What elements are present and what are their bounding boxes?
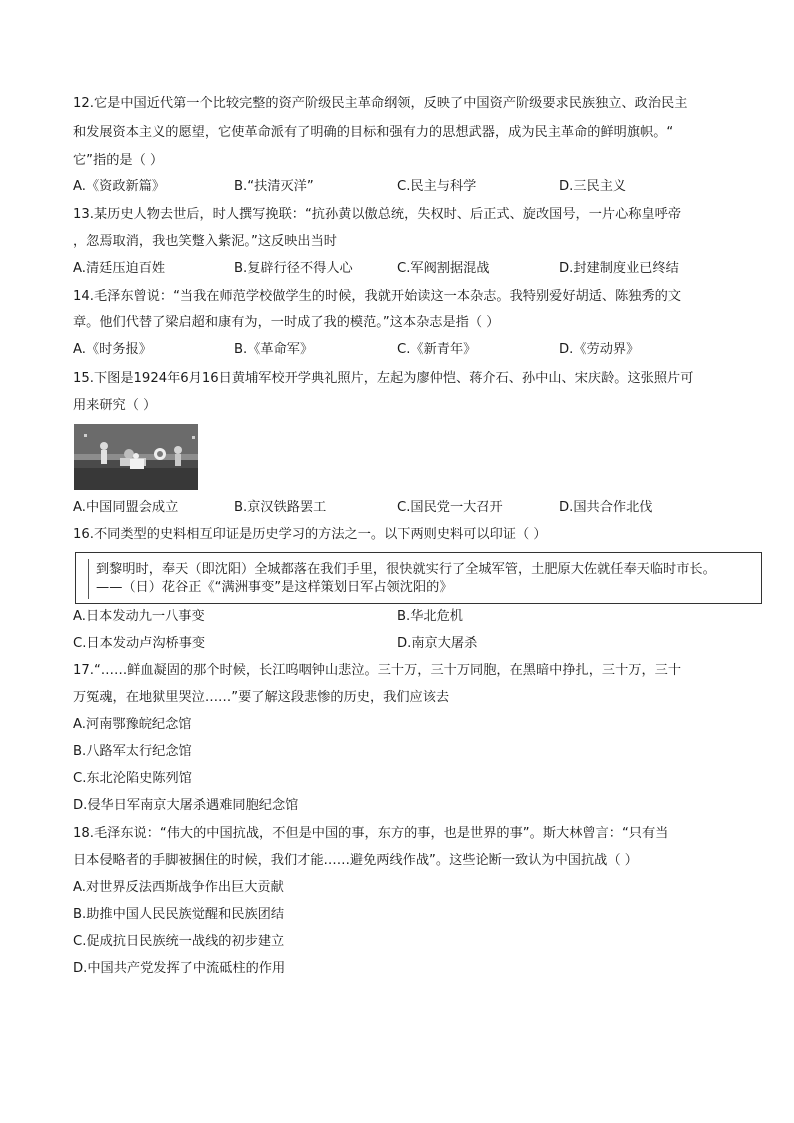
- q18-option-b[interactable]: B.助推中国人民民族觉醒和民族团结: [73, 907, 285, 922]
- q15-stem-line-1: 15.下图是1924年6月16日黄埔军校开学典礼照片，左起为廖仲恺、蒋介石、孙中山、宋庆龄。这张照片可: [73, 371, 694, 386]
- quote-bar: [88, 559, 89, 599]
- q15-stem-line-2: 用来研究（ ）: [73, 398, 157, 413]
- q14-stem-line-1: 14.毛泽东曾说：“当我在师范学校做学生的时候，我就开始读这一本杂志。我特别爱好胡适、陈独秀的文: [73, 289, 682, 304]
- q13-options: [73, 260, 723, 278]
- q18-option-a[interactable]: A.对世界反法西斯战争作出巨大贡献: [73, 880, 284, 895]
- q16-option-a[interactable]: A.日本发动九一八事变: [73, 609, 205, 624]
- q15-option-a[interactable]: A.中国同盟会成立: [73, 500, 179, 515]
- q12-stem-line-2: 和发展资本主义的愿望，它使革命派有了明确的目标和强有力的思想武器，成为民主革命的鲜明旗帜。“: [73, 125, 674, 140]
- q16-options-row-2: [73, 635, 723, 653]
- q17-option-c[interactable]: C.东北沦陷史陈列馆: [73, 771, 192, 786]
- q17-option-a[interactable]: A.河南鄂豫皖纪念馆: [73, 717, 192, 732]
- q17-option-b[interactable]: B.八路军太行纪念馆: [73, 744, 192, 759]
- q12-option-a[interactable]: A.《资政新篇》: [73, 179, 166, 194]
- q14-option-c[interactable]: C.《新青年》: [397, 342, 477, 357]
- q14-option-b[interactable]: B.《革命军》: [234, 342, 314, 357]
- q15-option-d[interactable]: D.国共合作北伐: [559, 500, 653, 515]
- q14-stem-line-2: 章。他们代替了梁启超和康有为，一时成了我的模范。”这本杂志是指（ ）: [73, 315, 500, 330]
- q16-options-row-1: [73, 608, 723, 626]
- q13-stem-line-1: 13.某历史人物去世后，时人撰写挽联：“抗孙黄以傲总统，失权时、后正式、旋改国号，一片心称皇呼帝: [73, 207, 682, 222]
- q14-options: [73, 341, 723, 359]
- q13-option-a[interactable]: A.清廷压迫百姓: [73, 261, 166, 276]
- q15-option-c[interactable]: C.国民党一大召开: [397, 500, 503, 515]
- q16-option-c[interactable]: C.日本发动卢沟桥事变: [73, 636, 206, 651]
- q16-stem-line-1: 16.不同类型的史料相互印证是历史学习的方法之一。以下两则史料可以印证（ ）: [73, 527, 547, 542]
- q12-stem-line-1: 12.它是中国近代第一个比较完整的资产阶级民主革命纲领，反映了中国资产阶级要求民族独立、政治民主: [73, 96, 688, 111]
- q16-option-d[interactable]: D.南京大屠杀: [397, 636, 478, 651]
- q16-quote-text: 到黎明时，奉天（即沈阳）全城都落在我们手里，很快就实行了全城军管，土肥原大佐就任奉天临时市长。: [96, 562, 716, 577]
- q17-stem-line-2: 万冤魂，在地狱里哭泣……”要了解这段悲惨的历史，我们应该去: [73, 690, 450, 705]
- huangpu-ceremony-photo: [74, 424, 198, 490]
- q16-option-b[interactable]: B.华北危机: [397, 609, 463, 624]
- q14-option-d[interactable]: D.《劳动界》: [559, 342, 640, 357]
- q15-option-b[interactable]: B.京汉铁路罢工: [234, 500, 327, 515]
- q18-stem-line-1: 18.毛泽东说：“伟大的中国抗战，不但是中国的事，东方的事，也是世界的事”。斯大林曾言：“只有当: [73, 826, 669, 841]
- q18-option-d[interactable]: D.中国共产党发挥了中流砥柱的作用: [73, 961, 286, 976]
- q13-stem-line-2: ，忽焉取消，我也笑蹩入紫泥。”这反映出当时: [73, 234, 337, 249]
- q13-option-d[interactable]: D.封建制度业已终结: [559, 261, 679, 276]
- q13-option-b[interactable]: B.复辟行径不得人心: [234, 261, 353, 276]
- q13-option-c[interactable]: C.军阀割据混战: [397, 261, 490, 276]
- q12-options: [73, 178, 723, 196]
- q17-stem-line-1: 17.“……鲜血凝固的那个时候，长江呜咽钟山悲泣。三十万，三十万同胞，在黑暗中挣扎，三十万，三十: [73, 663, 682, 678]
- q15-options: [73, 499, 723, 517]
- q14-option-a[interactable]: A.《时务报》: [73, 342, 152, 357]
- q16-source-quote-box: [75, 552, 762, 604]
- q12-stem-line-3: 它”指的是（ ）: [73, 153, 164, 168]
- q17-option-d[interactable]: D.侵华日军南京大屠杀遇难同胞纪念馆: [73, 798, 299, 813]
- q12-option-d[interactable]: D.三民主义: [559, 179, 627, 194]
- q16-quote-source: ——（日）花谷正《“满洲事变”是这样策划日军占领沈阳的》: [96, 580, 453, 595]
- q18-stem-line-2: 日本侵略者的手脚被捆住的时候，我们才能……避免两线作战”。这些论断一致认为中国抗战（ ）: [73, 853, 638, 868]
- q18-option-c[interactable]: C.促成抗日民族统一战线的初步建立: [73, 934, 285, 949]
- q12-option-b[interactable]: B.“扶清灭洋”: [234, 179, 314, 194]
- q12-option-c[interactable]: C.民主与科学: [397, 179, 477, 194]
